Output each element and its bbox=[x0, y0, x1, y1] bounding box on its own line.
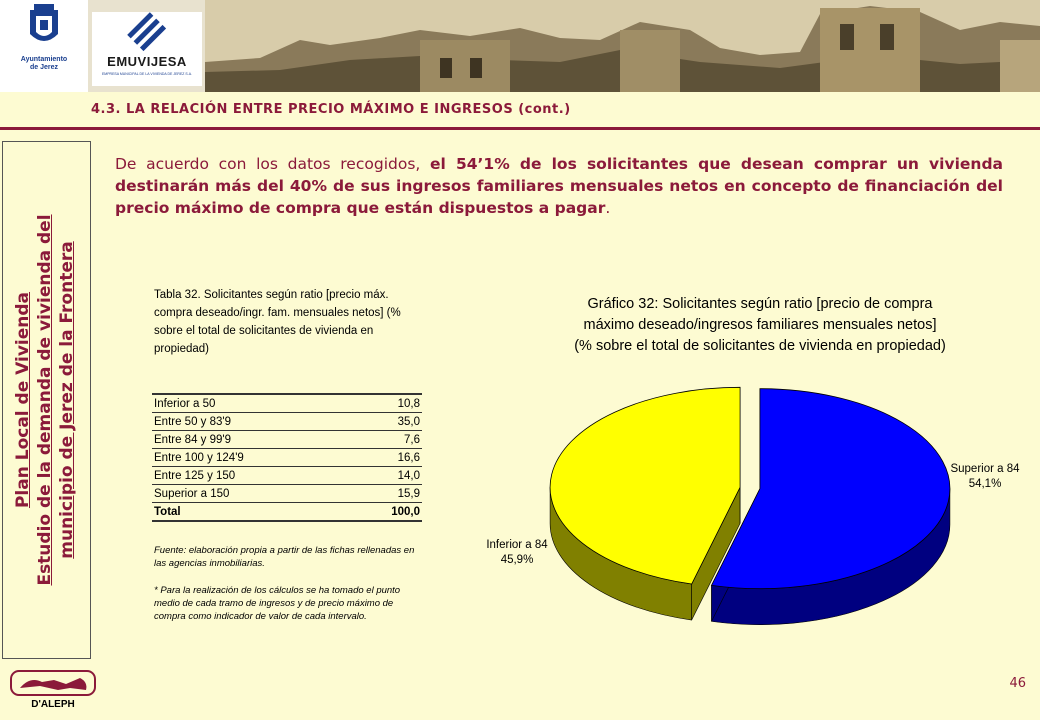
intro-text: De acuerdo con los datos recogidos, bbox=[115, 155, 430, 173]
ayuntamiento-logo bbox=[0, 0, 88, 92]
chart-title-line: Gráfico 32: Solicitantes según ratio [precio de compra bbox=[587, 296, 933, 312]
daleph-text: D'ALEPH bbox=[31, 699, 75, 710]
coat-of-arms-icon bbox=[0, 0, 88, 56]
chart-title-line: máximo deseado/ingresos familiares mensuales netos] bbox=[583, 317, 937, 333]
emuvijesa-name: EMUVIJESA bbox=[107, 54, 187, 69]
table-row bbox=[152, 467, 422, 485]
table-row bbox=[152, 394, 422, 413]
table-row bbox=[152, 431, 422, 449]
row-value: 7,6 bbox=[352, 431, 422, 449]
chart-title bbox=[520, 294, 1000, 357]
sidebar-line3: municipio de Jerez de la Frontera bbox=[57, 241, 77, 559]
chart-title-line: (% sobre el total de solicitantes de vivienda en propiedad) bbox=[574, 338, 946, 354]
table-row bbox=[152, 449, 422, 467]
intro-end: . bbox=[605, 199, 611, 217]
data-table bbox=[152, 393, 422, 522]
header-banner bbox=[0, 0, 1040, 92]
emuvijesa-logo bbox=[92, 12, 202, 86]
sidebar-vertical-title bbox=[12, 150, 78, 650]
ayto-line2: de Jerez bbox=[29, 64, 59, 71]
row-label: Entre 84 y 99'9 bbox=[152, 431, 352, 449]
table-footnote: * Para la realización de los cálculos se ha tomado el punto medio de cada tramo de ingresos y de precio máximo de compra como indicador de valor de cada intervalo. bbox=[154, 585, 401, 622]
ayto-line1: Ayuntamiento bbox=[20, 56, 68, 63]
intro-paragraph bbox=[115, 153, 1003, 219]
row-value: 16,6 bbox=[352, 449, 422, 467]
row-value: 35,0 bbox=[352, 413, 422, 431]
row-label: Superior a 150 bbox=[152, 485, 352, 503]
table-total-row bbox=[152, 503, 422, 522]
section-title: 4.3. LA RELACIÓN ENTRE PRECIO MÁXIMO E INGRESOS (cont.) bbox=[91, 102, 571, 117]
row-value: 10,8 bbox=[352, 394, 422, 413]
table-caption: Tabla 32. Solicitantes según ratio [precio máx. compra deseado/ingr. fam. mensuales netos] (% sobre el total de solicitantes de vivienda en propiedad) bbox=[154, 289, 401, 355]
row-value: 15,9 bbox=[352, 485, 422, 503]
daleph-logo bbox=[10, 670, 96, 710]
sidebar-line2: Estudio de la demanda de vivienda del bbox=[35, 214, 55, 586]
pie-chart bbox=[540, 380, 960, 650]
pie-label-text: Superior a 84 bbox=[950, 463, 1020, 475]
row-label: Entre 125 y 150 bbox=[152, 467, 352, 485]
pie-label-superior bbox=[940, 462, 1030, 492]
sidebar-line1: Plan Local de Vivienda bbox=[13, 291, 33, 509]
row-label: Inferior a 50 bbox=[152, 394, 352, 413]
table-row bbox=[152, 485, 422, 503]
pie-label-text: Inferior a 84 bbox=[486, 539, 548, 551]
total-value: 100,0 bbox=[352, 503, 422, 522]
pie-label-inferior bbox=[472, 538, 562, 568]
emuvijesa-subtitle: EMPRESA MUNICIPAL DE LA VIVIENDA DE JEREZ S.A. bbox=[101, 72, 193, 76]
page-number: 46 bbox=[1009, 676, 1026, 691]
table-source-note: Fuente: elaboración propia a partir de las fichas rellenadas en las agencias inmobiliarias. bbox=[154, 545, 415, 569]
total-label: Total bbox=[152, 503, 352, 522]
header-divider bbox=[0, 127, 1040, 130]
pie-label-value: 54,1% bbox=[968, 478, 1002, 490]
pie-label-value: 45,9% bbox=[500, 554, 534, 566]
row-label: Entre 100 y 124'9 bbox=[152, 449, 352, 467]
intro-highlight: el 54’1% de los solicitantes que desean comprar un vivienda destinarán más del 40% de sus ingresos familiares mensuales netos en concepto de financiación del precio máximo de compra que están dispuestos a pagar bbox=[115, 155, 1003, 217]
emuvijesa-icon bbox=[92, 12, 202, 54]
table-row bbox=[152, 413, 422, 431]
row-value: 14,0 bbox=[352, 467, 422, 485]
row-label: Entre 50 y 83'9 bbox=[152, 413, 352, 431]
